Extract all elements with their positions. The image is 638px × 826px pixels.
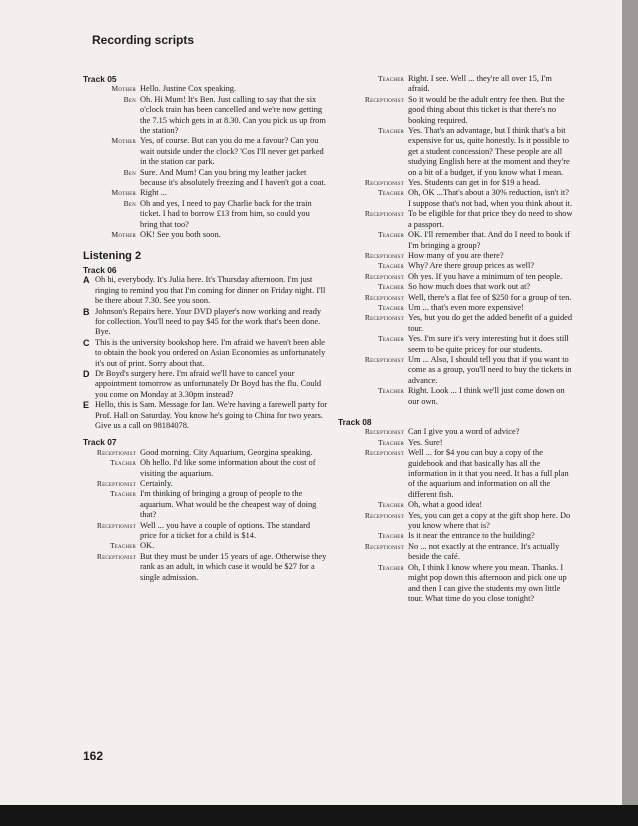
speech: Oh and yes, I need to pay Charlie back for the train ticket. I had to borrow £13 from him, so could you bring that too? <box>140 198 312 229</box>
speech: No ... not exactly at the entrance. It's actually beside the café. <box>408 541 560 562</box>
speech: Hello. Justine Cox speaking. <box>140 84 237 94</box>
speech: Well ... for $4 you can buy a copy of the guidebook and that basically has all the information in it that you need. It has a full plan of the aquarium and information on all the different fish. <box>408 448 569 499</box>
speaker: Ben <box>123 94 136 104</box>
speaker: Receptionist <box>96 447 136 457</box>
speech: Is it near the entrance to the building? <box>408 531 535 541</box>
speech: OK. I'll remember that. And do I need to book if I'm bringing a group? <box>408 230 570 250</box>
speech: Yes, you can get a copy at the gift shop here. Do you know where that is? <box>408 510 571 531</box>
dialogue-line <box>338 386 573 407</box>
dialogue-line <box>338 209 573 230</box>
speaker: Receptionist <box>364 292 404 302</box>
speech: Um ... Also, I should tell you that if you want to come as a group, you'll need to buy the tickets in advance. <box>408 354 572 385</box>
speech: Yes, of course. But can you do me a favour? Can you wait outside under the clock? 'Cos I'll never get parked in the station car park. <box>140 136 324 167</box>
item-text: Dr Boyd's surgery here. I'm afraid we'll have to cancel your appointment tomorrow as unfortunately Dr Boyd has the flu. Could you come on Monday at 3.30pm instead? <box>95 368 322 399</box>
speaker: Teacher <box>377 500 404 510</box>
speaker: Ben <box>123 198 136 208</box>
item-letter: D <box>83 368 90 379</box>
item-letter: C <box>83 337 90 348</box>
speech: OK! See you both soon. <box>140 230 221 240</box>
speaker: Receptionist <box>364 510 404 520</box>
dialogue-line <box>338 448 573 500</box>
dialogue-line <box>338 531 573 541</box>
speaker: Receptionist <box>96 520 136 530</box>
track-05-dialogue <box>83 84 328 240</box>
speaker: Ben <box>123 167 136 177</box>
speech: Right. I see. Well ... they're all over 15, I'm afraid. <box>408 74 552 94</box>
dialogue-line <box>338 563 573 605</box>
speech: Yes. That's an advantage, but I think that's a bit expensive for us, quite honestly. Is it possible to get a student concession? These people are all studying English here at the moment and they're on a bit of a budget, if you know what I mean. <box>408 126 570 177</box>
dialogue-line <box>338 74 573 95</box>
dialogue-line <box>83 95 328 137</box>
dialogue-line <box>338 230 573 251</box>
speech: Can I give you a word of advice? <box>408 427 520 437</box>
page-title: Recording scripts <box>92 33 195 47</box>
track-07-continued-dialogue <box>338 74 573 407</box>
speech: So how much does that work out at? <box>408 282 531 292</box>
dialogue-line <box>83 188 328 198</box>
speech: Um ... that's even more expensive! <box>408 302 524 312</box>
page-number: 162 <box>83 749 104 763</box>
item-text: Johnson's Repairs here. Your DVD player's now working and ready for collection. You'll need to pay $45 for the work that's been done. Bye. <box>95 306 322 337</box>
dialogue-line <box>83 448 328 458</box>
speech: Oh, I think I know where you mean. Thanks. I might pop down this afternoon and pick one up and then I can give the students my own little tour. What time do you close tonight? <box>408 562 567 603</box>
speech: Oh yes. If you have a minimum of ten people. <box>408 271 563 281</box>
message-item <box>83 400 328 431</box>
speaker: Teacher <box>109 489 136 499</box>
dialogue-line <box>338 313 573 334</box>
dialogue-line <box>83 84 328 94</box>
dialogue-line <box>338 272 573 282</box>
speech: Oh, what a good idea! <box>408 500 483 510</box>
speaker: Teacher <box>377 282 404 292</box>
track-07-dialogue <box>83 448 328 583</box>
speech: So it would be the adult entry fee then. But the good thing about this ticket is that there's no booking required. <box>408 94 565 125</box>
item-letter: E <box>83 400 90 411</box>
speaker: Receptionist <box>364 209 404 219</box>
dialogue-line <box>83 489 328 520</box>
speech: Oh hello. I'd like some information about the cost of visiting the aquarium. <box>140 458 316 478</box>
dialogue-line <box>338 427 573 437</box>
item-letter: B <box>83 306 90 317</box>
speaker: Teacher <box>377 334 404 344</box>
dialogue-line <box>338 438 573 448</box>
speech: To be eligible for that price they do need to show a passport. <box>408 209 573 229</box>
speaker: Receptionist <box>96 479 136 489</box>
speaker: Receptionist <box>364 541 404 551</box>
dialogue-line <box>83 541 328 551</box>
speaker: Teacher <box>377 126 404 136</box>
speech: OK. <box>140 541 155 551</box>
dialogue-line <box>338 542 573 563</box>
speech: Right ... <box>140 188 167 198</box>
speech: Oh. Hi Mum! It's Ben. Just calling to say that the six o'clock train has been cancelled and we're now getting the 7.15 which gets in at 8.30. Can you pick us up from the station? <box>140 94 326 136</box>
speaker: Teacher <box>377 386 404 396</box>
speech: Oh, OK ...That's about a 30% reduction, isn't it? I suppose that's not bad, when you think about it. <box>408 188 573 208</box>
dialogue-line <box>83 230 328 240</box>
speech: How many of you are there? <box>408 250 504 260</box>
left-column <box>83 74 328 583</box>
speaker: Receptionist <box>364 250 404 260</box>
speaker: Receptionist <box>364 354 404 364</box>
speaker: Teacher <box>377 230 404 240</box>
speaker: Receptionist <box>364 271 404 281</box>
speech: Sure. And Mum! Can you bring my leather jacket because it's absolutely freezing and I haven't got a coat. <box>140 167 326 188</box>
speaker: Mother <box>111 84 136 94</box>
speaker: Teacher <box>377 188 404 198</box>
dialogue-line <box>338 293 573 303</box>
dialogue-line <box>83 136 328 167</box>
speaker: Teacher <box>377 531 404 541</box>
dialogue-line <box>83 199 328 230</box>
speech: Right. Look ... I think we'll just come down on our own. <box>408 386 565 406</box>
speaker: Mother <box>111 230 136 240</box>
dialogue-line <box>83 552 328 583</box>
dialogue-line <box>83 458 328 479</box>
speaker: Receptionist <box>364 448 404 458</box>
speaker: Teacher <box>377 74 404 83</box>
speaker: Teacher <box>377 437 404 447</box>
dialogue-line <box>338 178 573 188</box>
speaker: Mother <box>111 188 136 198</box>
track-08-heading: Track 08 <box>338 417 372 427</box>
section-heading: Listening 2 <box>83 249 142 262</box>
dialogue-line <box>338 334 573 355</box>
speech: Well, there's a flat fee of $250 for a group of ten. <box>408 292 572 302</box>
speaker: Mother <box>111 136 136 146</box>
message-item <box>83 369 328 400</box>
speech: Yes. Sure! <box>408 437 443 447</box>
right-column <box>338 74 573 604</box>
message-item <box>83 338 328 369</box>
speaker: Receptionist <box>96 551 136 561</box>
scan-bottom-border <box>0 805 638 826</box>
speaker: Receptionist <box>364 94 404 104</box>
dialogue-line <box>338 126 573 178</box>
track-06-messages <box>83 275 328 431</box>
speaker: Teacher <box>109 458 136 468</box>
speech: Well ... you have a couple of options. The standard price for a ticket for a child is $14. <box>140 520 311 541</box>
item-text: Oh hi, everybody. It's Julia here. It's Thursday afternoon. I'm just ringing to remind you that I'm coming for dinner on Friday night. I'll be there about 7.30. See you soon. <box>95 275 326 306</box>
speech: I'm thinking of bringing a group of people to the aquarium. What would be the cheapest way of doing that? <box>140 489 317 520</box>
dialogue-line <box>83 479 328 489</box>
speech: Yes, but you do get the added benefit of a guided tour. <box>408 313 573 333</box>
track-08-dialogue <box>338 427 573 604</box>
dialogue-line <box>338 511 573 532</box>
track-06-heading: Track 06 <box>83 264 117 275</box>
speech: But they must be under 15 years of age. Otherwise they rank as an adult, in which case it would be $27 for a single admission. <box>140 551 327 582</box>
message-item <box>83 275 328 306</box>
speech: Certainly. <box>140 479 173 489</box>
item-text: This is the university bookshop here. I'm afraid we haven't been able to obtain the book you ordered on Asian Economies as unfortunately it's out of print. Sorry about that. <box>95 337 326 368</box>
dialogue-line <box>338 261 573 271</box>
page-edge-shadow <box>622 0 638 805</box>
dialogue-line <box>338 95 573 126</box>
speech: Yes. Students can get in for $19 a head. <box>408 178 541 188</box>
dialogue-line <box>338 303 573 313</box>
item-text: Hello, this is Sam. Message for Ian. We're having a farewell party for Prof. Hall on Saturday. You know he's going to China for two years. Give us a call on 98184078. <box>95 400 328 430</box>
dialogue-line <box>338 355 573 386</box>
track-05-heading: Track 05 <box>83 74 117 84</box>
speaker: Teacher <box>109 541 136 551</box>
speech: Yes. I'm sure it's very interesting but it does still seem to be quite pricey for our students. <box>408 334 569 354</box>
speech: Why? Are there group prices as well? <box>408 261 535 271</box>
speech: Good morning. City Aquarium, Georgina speaking. <box>140 447 313 457</box>
speaker: Receptionist <box>364 427 404 437</box>
dialogue-line <box>83 521 328 542</box>
message-item <box>83 307 328 338</box>
dialogue-line <box>338 282 573 292</box>
track-07-heading: Track 07 <box>83 437 117 448</box>
speaker: Receptionist <box>364 178 404 188</box>
dialogue-line <box>338 251 573 261</box>
dialogue-line <box>338 188 573 209</box>
speaker: Receptionist <box>364 313 404 323</box>
speaker: Teacher <box>377 562 404 572</box>
item-letter: A <box>83 275 90 286</box>
speaker: Teacher <box>377 261 404 271</box>
dialogue-line <box>338 500 573 510</box>
speaker: Teacher <box>377 302 404 312</box>
dialogue-line <box>83 168 328 189</box>
